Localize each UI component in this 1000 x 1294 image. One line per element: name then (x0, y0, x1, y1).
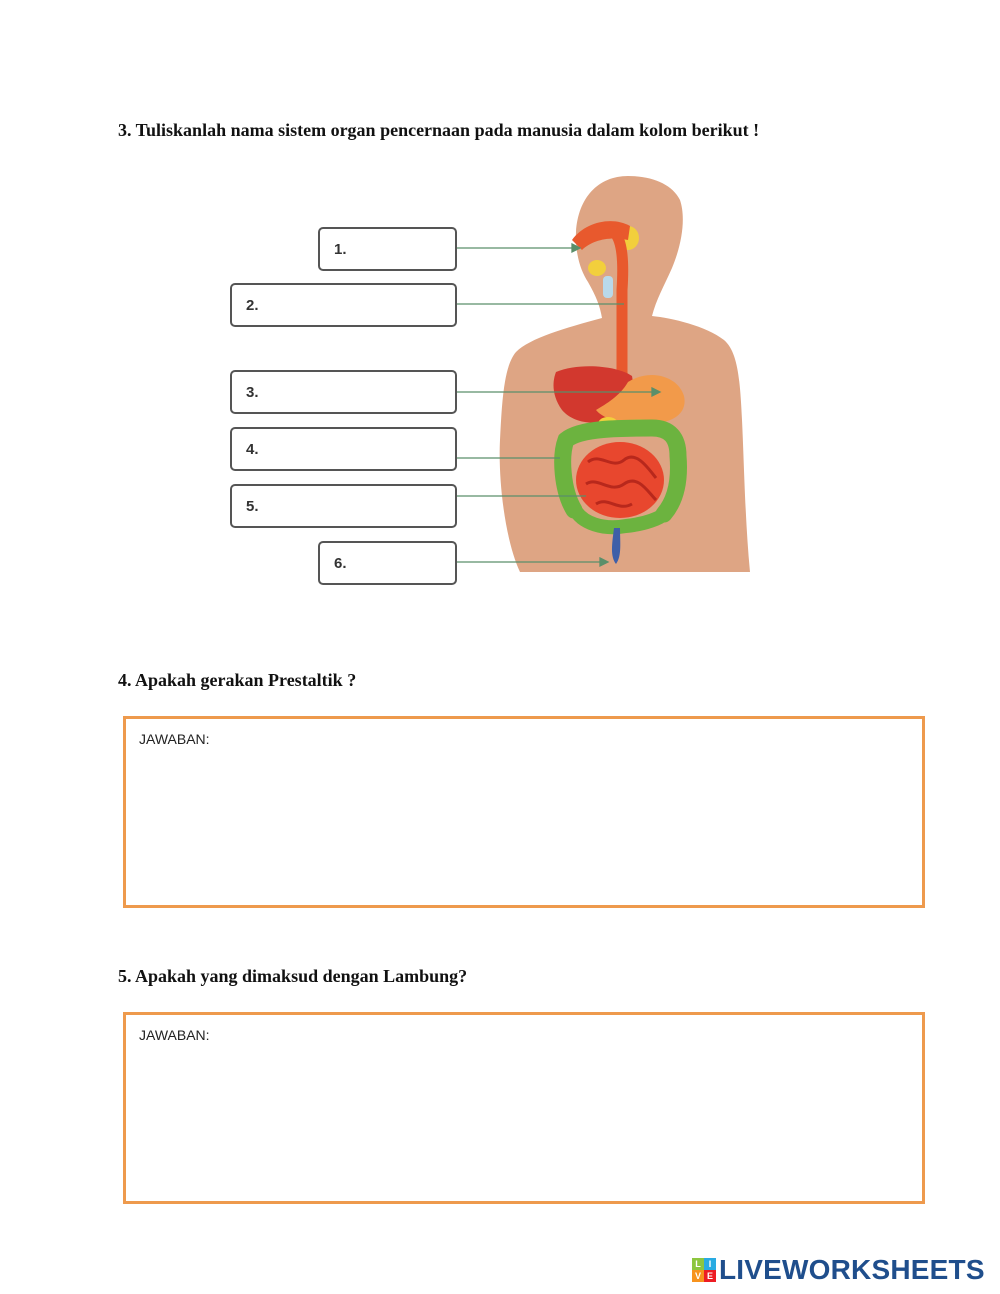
label-box-5[interactable] (230, 484, 457, 528)
answer-label-4: JAWABAN: (139, 731, 210, 747)
question-5: 5. Apakah yang dimaksud dengan Lambung? (118, 966, 468, 986)
logo-letter-e: E (704, 1270, 716, 1282)
salivary-gland-lower (588, 260, 606, 276)
liveworksheets-logo (692, 1253, 985, 1287)
label-number-4: 4. (246, 440, 259, 458)
answer-box-5[interactable] (123, 1012, 925, 1204)
logo-text: LIVEWORKSHEETS (719, 1254, 985, 1285)
label-number-2: 2. (246, 296, 259, 314)
label-box-6[interactable] (318, 541, 457, 585)
label-box-2[interactable] (230, 283, 457, 327)
trachea (603, 276, 613, 298)
label-box-1[interactable] (318, 227, 457, 271)
label-box-3[interactable] (230, 370, 457, 414)
label-number-1: 1. (334, 240, 347, 258)
label-number-5: 5. (246, 497, 259, 515)
question-3: 3. Tuliskanlah nama sistem organ pencernaan pada manusia dalam kolom berikut ! (118, 120, 760, 140)
answer-label-5: JAWABAN: (139, 1027, 210, 1043)
question-4: 4. Apakah gerakan Prestaltik ? (118, 670, 357, 690)
logo-icon (692, 1258, 716, 1282)
logo-letter-i: I (704, 1258, 716, 1270)
label-box-4[interactable] (230, 427, 457, 471)
digestive-system-diagram (0, 0, 1000, 640)
digestive-illustration (0, 0, 1000, 640)
logo-letter-l: L (692, 1258, 704, 1270)
answer-box-4[interactable] (123, 716, 925, 908)
label-number-6: 6. (334, 554, 347, 572)
logo-letter-v: V (692, 1270, 704, 1282)
label-number-3: 3. (246, 383, 259, 401)
